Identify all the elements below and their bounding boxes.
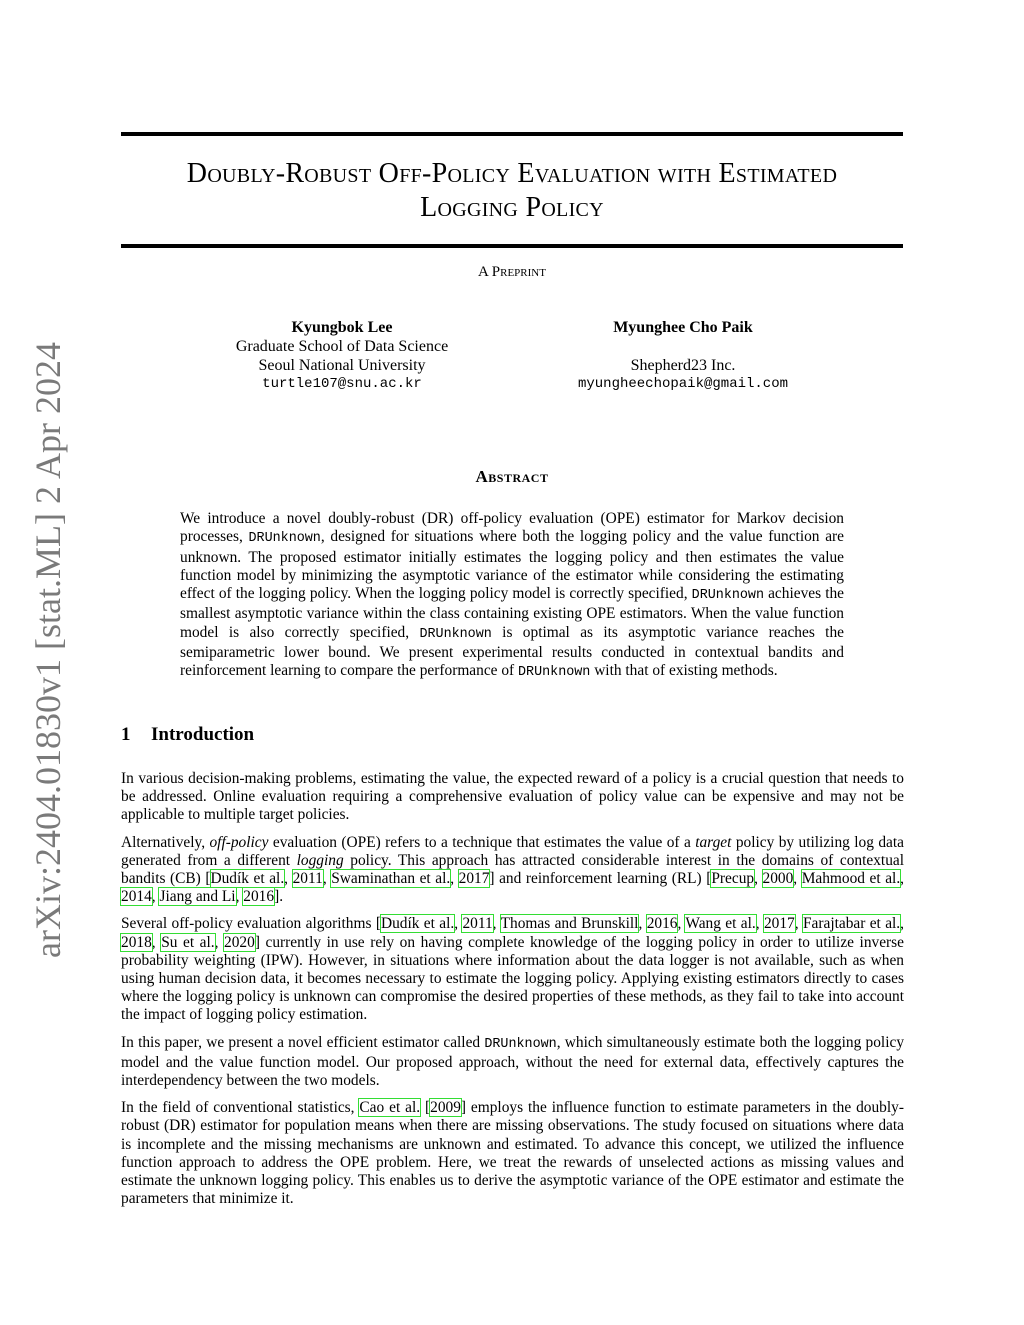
citation-link[interactable]: 2009 xyxy=(430,1099,461,1117)
author-block-1 xyxy=(200,318,484,394)
paragraph-5 xyxy=(121,1099,904,1208)
separator: , xyxy=(638,915,647,933)
text-run: is optimal as its asymptotic variance reaches the semiparametric lower bound. We present experimental results conducted in contextual bandits and reinforcement learning to compare the performance of xyxy=(180,623,844,680)
citation-link[interactable]: 2020 xyxy=(224,933,255,951)
abstract-text xyxy=(180,510,844,683)
citation-link[interactable]: Thomas and Brunskill xyxy=(500,915,639,933)
section-number: 1 xyxy=(121,724,131,745)
separator: , xyxy=(900,870,905,888)
text-run: In this paper, we present a novel efficient estimator called xyxy=(121,1033,485,1051)
text-run: In the field of conventional statistics, xyxy=(121,1099,360,1117)
paper-title xyxy=(121,157,903,225)
title-line-2: Logging Policy xyxy=(420,192,604,223)
paragraph-1: In various decision-making problems, estimating the value, the expected reward of a policy is a crucial question that needs to be addressed. Online evaluation requiring a comprehensive evaluation of policy value can be expensive and may not be applicable to multiple target policies. xyxy=(121,770,904,824)
abstract-heading: Abstract xyxy=(475,467,549,486)
title-rule-top xyxy=(121,132,903,136)
separator: , xyxy=(322,870,332,888)
text-run: , designed for situations where both the logging policy and the value function are unknown. The proposed estimator initially estimates the logging policy and then estimates the value function model by minimizing the asymptotic variance of the estimator while considering the estimating effect of the logging policy. When the logging policy model is correctly specified, xyxy=(180,528,844,603)
citation-link[interactable]: Jiang and Li xyxy=(159,888,236,906)
citation-link[interactable]: 2017 xyxy=(458,870,490,888)
text-run: , which simultaneously estimate both the logging policy model and the value function model. Our proposed approach, without the need for external data, effectively captures the interdependency between the two models. xyxy=(121,1033,905,1090)
text-run: policy. This approach has attracted considerable interest in the domains of contextual bandits (CB) [ xyxy=(121,851,904,888)
emphasis: logging xyxy=(296,851,344,869)
estimator-name: DRUnknown xyxy=(419,626,492,642)
separator: , xyxy=(794,915,803,933)
text-run: policy by utilizing log data generated from a different xyxy=(121,833,904,869)
arxiv-stamp: arXiv:2404.01830v1 [stat.ML] 2 Apr 2024 xyxy=(28,342,68,958)
preprint-label: A Preprint xyxy=(478,264,546,280)
estimator-name: DRUnknown xyxy=(248,531,321,547)
separator: , xyxy=(450,870,459,888)
paragraph-2 xyxy=(121,834,904,907)
text-run: We introduce a novel doubly-robust (DR) off-policy evaluation (OPE) estimator for Markov decision processes, xyxy=(180,510,844,546)
author-name: Myunghee Cho Paik xyxy=(613,319,753,336)
separator: , xyxy=(235,888,244,906)
author-affiliation: Seoul National University xyxy=(258,357,426,374)
text-run: ]. xyxy=(274,888,284,906)
text-run: achieves the smallest asymptotic variance within the class containing existing OPE estimators. When the value function model is also correctly specified, xyxy=(180,585,844,641)
separator: , xyxy=(677,915,686,933)
author-affiliation: Graduate School of Data Science xyxy=(235,338,449,355)
section-title: Introduction xyxy=(151,724,255,745)
citation-link[interactable]: Precup xyxy=(711,870,755,888)
separator: , xyxy=(214,933,225,951)
author-email[interactable]: turtle107@snu.ac.kr xyxy=(262,376,422,392)
separator: , xyxy=(284,870,293,888)
text-run: ] currently in use rely on having complete knowledge of the logging policy in order to utilize inverse probability weighting (IPW). However, in situations where information about the data logger is not available, such as when using human decision data, it becomes necessary to estimate the logging policy. Applying existing estimators directly to cases where the logging policy is unknown can compromise the desired properties of these methods, as they fail to take into account the impact of logging policy estimation. xyxy=(121,933,904,1024)
separator: , xyxy=(454,915,463,933)
separator: , xyxy=(151,888,160,906)
citation-link[interactable]: 2018 xyxy=(121,933,152,951)
author-block-2 xyxy=(540,318,826,394)
intro-body xyxy=(121,770,904,1217)
text-run: evaluation (OPE) refers to a technique that estimates the value of a xyxy=(268,833,696,851)
author-affiliation xyxy=(540,337,826,356)
paragraph-3 xyxy=(121,915,904,1024)
text-run: ] employs the influence function to estimate parameters in the doubly-robust (DR) estimator for population means when there are missing observations. The study focused on situations where data is incomplete and the missing mechanisms are unknown and estimated. To advance this concept, we utilized the influence function approach to address the OPE problem. Here, we treat the rewards of unselected actions as missing values and estimate the unknown logging policy. This enables us to derive the asymptotic variance of the OPE estimator and estimate the parameters that minimize it. xyxy=(121,1099,904,1208)
citation-link[interactable]: 2000 xyxy=(762,870,794,888)
citation-link[interactable]: Wang et al. xyxy=(685,915,756,933)
separator: , xyxy=(754,870,763,888)
text-run: Alternatively, xyxy=(121,833,210,851)
author-email[interactable]: myungheechopaik@gmail.com xyxy=(577,376,789,392)
estimator-name: DRUnknown xyxy=(518,665,591,681)
citation-link[interactable]: Su et al. xyxy=(161,933,215,951)
citation-link[interactable]: Mahmood et al. xyxy=(801,870,901,888)
separator: , xyxy=(900,915,905,933)
citation-link[interactable]: 2016 xyxy=(646,915,678,933)
section-heading xyxy=(121,724,254,746)
text-run: ] and reinforcement learning (RL) [ xyxy=(489,870,712,888)
separator: , xyxy=(151,933,162,951)
citation-link[interactable]: Farajtabar et al. xyxy=(802,915,901,933)
paragraph-4 xyxy=(121,1034,904,1091)
citation-link[interactable]: Cao et al. xyxy=(359,1099,421,1117)
author-name: Kyungbok Lee xyxy=(291,319,393,336)
title-rule-bottom xyxy=(121,244,903,248)
citation-link[interactable]: Swaminathan et al. xyxy=(331,870,451,888)
estimator-name: DRUnknown xyxy=(484,1036,557,1052)
citation-link[interactable]: Dudík et al. xyxy=(380,915,455,933)
estimator-name: DRUnknown xyxy=(691,588,764,604)
text-run: Several off-policy evaluation algorithms [ xyxy=(121,915,381,933)
text-run: [ xyxy=(420,1099,431,1117)
citation-link[interactable]: 2016 xyxy=(243,888,275,906)
citation-link[interactable]: 2011 xyxy=(462,915,493,933)
citation-link[interactable]: 2017 xyxy=(763,915,795,933)
separator: , xyxy=(755,915,764,933)
separator: , xyxy=(492,915,501,933)
citation-link[interactable]: 2011 xyxy=(292,870,323,888)
citation-link[interactable]: Dudík et al. xyxy=(210,870,285,888)
citation-link[interactable]: 2014 xyxy=(121,888,152,906)
emphasis: target xyxy=(695,833,732,851)
author-affiliation: Shepherd23 Inc. xyxy=(630,357,736,374)
separator: , xyxy=(793,870,802,888)
emphasis: off-policy xyxy=(209,833,269,851)
title-line-1: Doubly-Robust Off-Policy Evaluation with Estimated xyxy=(186,158,838,189)
text-run: with that of existing methods. xyxy=(590,662,778,680)
